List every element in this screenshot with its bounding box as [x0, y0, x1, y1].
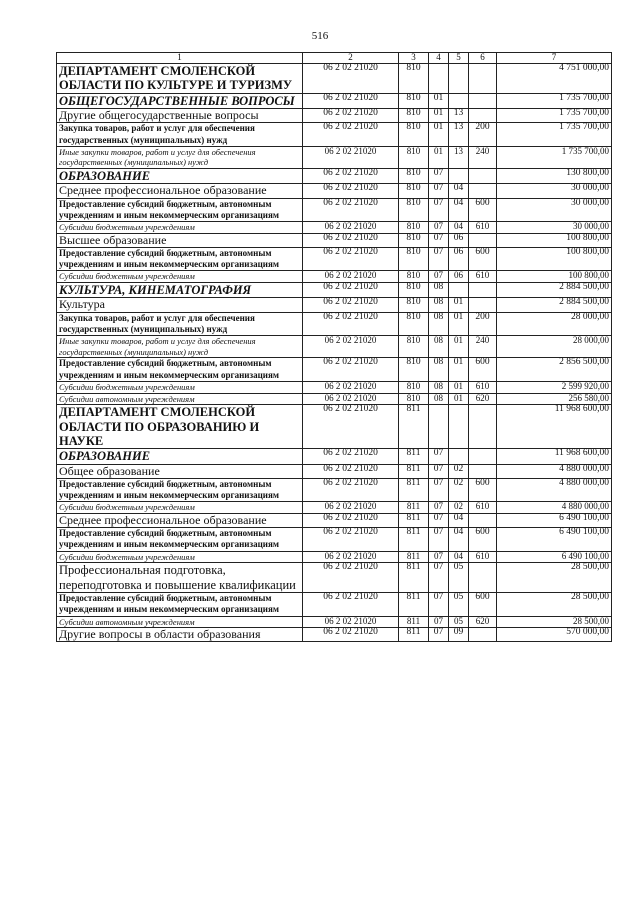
target-code: 06 2 02 21020 [303, 528, 399, 552]
subsection-code [449, 405, 469, 449]
department-code: 810 [399, 381, 429, 393]
table-row [57, 312, 612, 336]
department-code: 811 [399, 593, 429, 617]
row-name: Субсидии бюджетным учреждениям [57, 271, 303, 283]
target-code: 06 2 02 21020 [303, 283, 399, 298]
row-name: Субсидии автономным учреждениям [57, 616, 303, 628]
section-code: 07 [429, 222, 449, 234]
expense-type-code [469, 233, 497, 247]
amount: 30 000,00 [497, 184, 612, 198]
target-code: 06 2 02 21020 [303, 222, 399, 234]
subsection-code: 04 [449, 222, 469, 234]
expense-type-code [469, 93, 497, 108]
section-code: 07 [429, 247, 449, 271]
row-name: Предоставление субсидий бюджетным, автономным учреждениям и иным некоммерческим организациям [57, 358, 303, 382]
row-name: Субсидии автономным учреждениям [57, 393, 303, 405]
target-code: 06 2 02 21020 [303, 298, 399, 312]
table-row [57, 593, 612, 617]
row-name: КУЛЬТУРА, КИНЕМАТОГРАФИЯ [57, 283, 303, 298]
department-code: 811 [399, 405, 429, 449]
amount: 1 735 700,00 [497, 109, 612, 123]
table-row [57, 283, 612, 298]
subsection-code [449, 283, 469, 298]
table-row [57, 502, 612, 514]
amount: 570 000,00 [497, 628, 612, 642]
department-code: 810 [399, 271, 429, 283]
target-code: 06 2 02 21020 [303, 146, 399, 168]
expense-type-code: 200 [469, 312, 497, 336]
header-cell: 3 [399, 53, 429, 64]
expense-type-code: 600 [469, 593, 497, 617]
subsection-code: 01 [449, 298, 469, 312]
subsection-code: 05 [449, 563, 469, 593]
amount: 1 735 700,00 [497, 123, 612, 147]
target-code: 06 2 02 21020 [303, 628, 399, 642]
table-row [57, 358, 612, 382]
expense-type-code: 600 [469, 478, 497, 502]
department-code: 810 [399, 146, 429, 168]
subsection-code: 06 [449, 271, 469, 283]
target-code: 06 2 02 21020 [303, 184, 399, 198]
section-code: 08 [429, 283, 449, 298]
expense-type-code [469, 405, 497, 449]
target-code: 06 2 02 21020 [303, 93, 399, 108]
row-name: Среднее профессиональное образование [57, 513, 303, 527]
budget-table [56, 52, 612, 642]
expense-type-code: 240 [469, 146, 497, 168]
target-code: 06 2 02 21020 [303, 169, 399, 184]
target-code: 06 2 02 21020 [303, 449, 399, 464]
row-name: Закупка товаров, работ и услуг для обеспечения государственных (муниципальных) нужд [57, 312, 303, 336]
subsection-code: 04 [449, 551, 469, 563]
section-code [429, 405, 449, 449]
department-code: 810 [399, 233, 429, 247]
amount: 100 800,00 [497, 247, 612, 271]
expense-type-code: 610 [469, 551, 497, 563]
row-name: Закупка товаров, работ и услуг для обеспечения государственных (муниципальных) нужд [57, 123, 303, 147]
row-name: Субсидии бюджетным учреждениям [57, 222, 303, 234]
amount: 6 490 100,00 [497, 551, 612, 563]
department-code: 810 [399, 298, 429, 312]
amount: 2 599 920,00 [497, 381, 612, 393]
table-row [57, 628, 612, 642]
subsection-code: 02 [449, 502, 469, 514]
target-code: 06 2 02 21020 [303, 478, 399, 502]
table-row [57, 563, 612, 593]
target-code: 06 2 02 21020 [303, 198, 399, 222]
section-code: 07 [429, 449, 449, 464]
section-code: 08 [429, 381, 449, 393]
section-code: 07 [429, 616, 449, 628]
target-code: 06 2 02 21020 [303, 233, 399, 247]
amount: 2 856 500,00 [497, 358, 612, 382]
section-code: 07 [429, 464, 449, 478]
expense-type-code [469, 169, 497, 184]
amount: 30 000,00 [497, 198, 612, 222]
header-cell: 4 [429, 53, 449, 64]
expense-type-code: 600 [469, 247, 497, 271]
department-code: 811 [399, 528, 429, 552]
expense-type-code: 610 [469, 381, 497, 393]
table-row [57, 198, 612, 222]
table-row [57, 405, 612, 449]
department-code: 811 [399, 464, 429, 478]
target-code: 06 2 02 21020 [303, 109, 399, 123]
amount: 256 580,00 [497, 393, 612, 405]
subsection-code: 01 [449, 336, 469, 358]
row-name: Другие общегосударственные вопросы [57, 109, 303, 123]
row-name: Предоставление субсидий бюджетным, автономным учреждениям и иным некоммерческим организациям [57, 198, 303, 222]
expense-type-code [469, 283, 497, 298]
expense-type-code: 620 [469, 616, 497, 628]
table-row [57, 169, 612, 184]
section-code [429, 64, 449, 94]
table-row [57, 298, 612, 312]
subsection-code: 01 [449, 381, 469, 393]
section-code: 01 [429, 93, 449, 108]
department-code: 811 [399, 502, 429, 514]
table-row [57, 528, 612, 552]
row-name: Культура [57, 298, 303, 312]
amount: 30 000,00 [497, 222, 612, 234]
department-code: 810 [399, 283, 429, 298]
section-code: 07 [429, 233, 449, 247]
table-row [57, 271, 612, 283]
amount: 28 500,00 [497, 616, 612, 628]
table-row [57, 513, 612, 527]
amount: 11 968 600,00 [497, 449, 612, 464]
subsection-code: 13 [449, 123, 469, 147]
section-code: 07 [429, 169, 449, 184]
subsection-code: 02 [449, 464, 469, 478]
amount: 6 490 100,00 [497, 528, 612, 552]
expense-type-code: 600 [469, 358, 497, 382]
department-code: 811 [399, 628, 429, 642]
table-row [57, 551, 612, 563]
table-row [57, 449, 612, 464]
subsection-code: 06 [449, 233, 469, 247]
expense-type-code [469, 513, 497, 527]
amount: 100 800,00 [497, 271, 612, 283]
subsection-code [449, 64, 469, 94]
expense-type-code: 610 [469, 502, 497, 514]
subsection-code: 01 [449, 393, 469, 405]
header-cell: 6 [469, 53, 497, 64]
target-code: 06 2 02 21020 [303, 563, 399, 593]
table-row [57, 93, 612, 108]
department-code: 811 [399, 449, 429, 464]
expense-type-code: 610 [469, 271, 497, 283]
expense-type-code [469, 628, 497, 642]
expense-type-code [469, 464, 497, 478]
section-code: 01 [429, 123, 449, 147]
section-code: 08 [429, 312, 449, 336]
amount: 2 884 500,00 [497, 298, 612, 312]
department-code: 810 [399, 312, 429, 336]
expense-type-code: 600 [469, 528, 497, 552]
subsection-code: 05 [449, 593, 469, 617]
department-code: 810 [399, 169, 429, 184]
expense-type-code [469, 109, 497, 123]
amount: 6 490 100,00 [497, 513, 612, 527]
amount: 4 751 000,00 [497, 64, 612, 94]
section-code: 07 [429, 513, 449, 527]
section-code: 08 [429, 358, 449, 382]
section-code: 07 [429, 184, 449, 198]
table-row [57, 64, 612, 94]
subsection-code: 01 [449, 312, 469, 336]
row-name: ОБРАЗОВАНИЕ [57, 449, 303, 464]
target-code: 06 2 02 21020 [303, 513, 399, 527]
target-code: 06 2 02 21020 [303, 336, 399, 358]
department-code: 811 [399, 478, 429, 502]
subsection-code: 05 [449, 616, 469, 628]
subsection-code: 02 [449, 478, 469, 502]
section-code: 07 [429, 628, 449, 642]
section-code: 07 [429, 502, 449, 514]
subsection-code [449, 169, 469, 184]
subsection-code: 04 [449, 198, 469, 222]
target-code: 06 2 02 21020 [303, 247, 399, 271]
row-name: Иные закупки товаров, работ и услуг для обеспечения государственных (муниципальных) нужд [57, 336, 303, 358]
subsection-code [449, 449, 469, 464]
table-row [57, 222, 612, 234]
target-code: 06 2 02 21020 [303, 393, 399, 405]
amount: 1 735 700,00 [497, 93, 612, 108]
section-code: 01 [429, 146, 449, 168]
target-code: 06 2 02 21020 [303, 551, 399, 563]
target-code: 06 2 02 21020 [303, 271, 399, 283]
section-code: 07 [429, 198, 449, 222]
target-code: 06 2 02 21020 [303, 616, 399, 628]
subsection-code: 04 [449, 184, 469, 198]
row-name: Иные закупки товаров, работ и услуг для обеспечения государственных (муниципальных) нужд [57, 146, 303, 168]
amount: 4 880 000,00 [497, 502, 612, 514]
department-code: 810 [399, 198, 429, 222]
subsection-code: 13 [449, 109, 469, 123]
target-code: 06 2 02 21020 [303, 405, 399, 449]
table-row [57, 393, 612, 405]
table-row [57, 381, 612, 393]
subsection-code [449, 93, 469, 108]
amount: 1 735 700,00 [497, 146, 612, 168]
department-code: 810 [399, 64, 429, 94]
page-number: 516 [311, 30, 329, 42]
table-row [57, 109, 612, 123]
row-name: Предоставление субсидий бюджетным, автономным учреждениям и иным некоммерческим организациям [57, 528, 303, 552]
row-name: Предоставление субсидий бюджетным, автономным учреждениям и иным некоммерческим организациям [57, 247, 303, 271]
row-name: ДЕПАРТАМЕНТ СМОЛЕНСКОЙ ОБЛАСТИ ПО КУЛЬТУРЕ И ТУРИЗМУ [57, 64, 303, 94]
header-row [57, 53, 612, 64]
amount: 28 500,00 [497, 593, 612, 617]
table-row [57, 247, 612, 271]
department-code: 810 [399, 247, 429, 271]
target-code: 06 2 02 21020 [303, 312, 399, 336]
section-code: 07 [429, 528, 449, 552]
expense-type-code [469, 64, 497, 94]
table-row [57, 184, 612, 198]
department-code: 810 [399, 358, 429, 382]
department-code: 810 [399, 93, 429, 108]
department-code: 811 [399, 563, 429, 593]
section-code: 08 [429, 298, 449, 312]
table-row [57, 336, 612, 358]
row-name: Другие вопросы в области образования [57, 628, 303, 642]
section-code: 01 [429, 109, 449, 123]
expense-type-code [469, 298, 497, 312]
row-name: Общее образование [57, 464, 303, 478]
amount: 130 800,00 [497, 169, 612, 184]
section-code: 08 [429, 393, 449, 405]
row-name: Среднее профессиональное образование [57, 184, 303, 198]
department-code: 810 [399, 109, 429, 123]
amount: 4 880 000,00 [497, 464, 612, 478]
expense-type-code: 620 [469, 393, 497, 405]
amount: 28 000,00 [497, 336, 612, 358]
subsection-code: 01 [449, 358, 469, 382]
subsection-code: 04 [449, 528, 469, 552]
row-name: Субсидии бюджетным учреждениям [57, 502, 303, 514]
expense-type-code [469, 449, 497, 464]
table-row [57, 616, 612, 628]
section-code: 07 [429, 551, 449, 563]
header-cell: 2 [303, 53, 399, 64]
department-code: 810 [399, 184, 429, 198]
department-code: 810 [399, 123, 429, 147]
subsection-code: 09 [449, 628, 469, 642]
department-code: 810 [399, 393, 429, 405]
header-cell: 5 [449, 53, 469, 64]
amount: 100 800,00 [497, 233, 612, 247]
target-code: 06 2 02 21020 [303, 464, 399, 478]
row-name: ОБЩЕГОСУДАРСТВЕННЫЕ ВОПРОСЫ [57, 93, 303, 108]
row-name: Предоставление субсидий бюджетным, автономным учреждениям и иным некоммерческим организациям [57, 593, 303, 617]
target-code: 06 2 02 21020 [303, 502, 399, 514]
target-code: 06 2 02 21020 [303, 123, 399, 147]
row-name: Субсидии бюджетным учреждениям [57, 381, 303, 393]
table-row [57, 464, 612, 478]
header-cell: 7 [497, 53, 612, 64]
header-cell: 1 [57, 53, 303, 64]
amount: 28 000,00 [497, 312, 612, 336]
department-code: 810 [399, 336, 429, 358]
row-name: ОБРАЗОВАНИЕ [57, 169, 303, 184]
target-code: 06 2 02 21020 [303, 593, 399, 617]
subsection-code: 13 [449, 146, 469, 168]
row-name: Профессиональная подготовка, переподготовка и повышение квалификации [57, 563, 303, 593]
expense-type-code: 600 [469, 198, 497, 222]
row-name: Высшее образование [57, 233, 303, 247]
subsection-code: 04 [449, 513, 469, 527]
target-code: 06 2 02 21020 [303, 381, 399, 393]
section-code: 07 [429, 478, 449, 502]
amount: 2 884 500,00 [497, 283, 612, 298]
target-code: 06 2 02 21020 [303, 358, 399, 382]
row-name: Предоставление субсидий бюджетным, автономным учреждениям и иным некоммерческим организациям [57, 478, 303, 502]
expense-type-code [469, 563, 497, 593]
subsection-code: 06 [449, 247, 469, 271]
section-code: 07 [429, 563, 449, 593]
section-code: 08 [429, 336, 449, 358]
amount: 4 880 000,00 [497, 478, 612, 502]
table-row [57, 478, 612, 502]
expense-type-code: 610 [469, 222, 497, 234]
department-code: 811 [399, 616, 429, 628]
table-row [57, 146, 612, 168]
department-code: 810 [399, 222, 429, 234]
table-row [57, 233, 612, 247]
department-code: 811 [399, 551, 429, 563]
section-code: 07 [429, 593, 449, 617]
expense-type-code: 200 [469, 123, 497, 147]
section-code: 07 [429, 271, 449, 283]
expense-type-code: 240 [469, 336, 497, 358]
department-code: 811 [399, 513, 429, 527]
table-row [57, 123, 612, 147]
row-name: Субсидии бюджетным учреждениям [57, 551, 303, 563]
expense-type-code [469, 184, 497, 198]
row-name: ДЕПАРТАМЕНТ СМОЛЕНСКОЙ ОБЛАСТИ ПО ОБРАЗОВАНИЮ И НАУКЕ [57, 405, 303, 449]
target-code: 06 2 02 21020 [303, 64, 399, 94]
amount: 28 500,00 [497, 563, 612, 593]
amount: 11 968 600,00 [497, 405, 612, 449]
